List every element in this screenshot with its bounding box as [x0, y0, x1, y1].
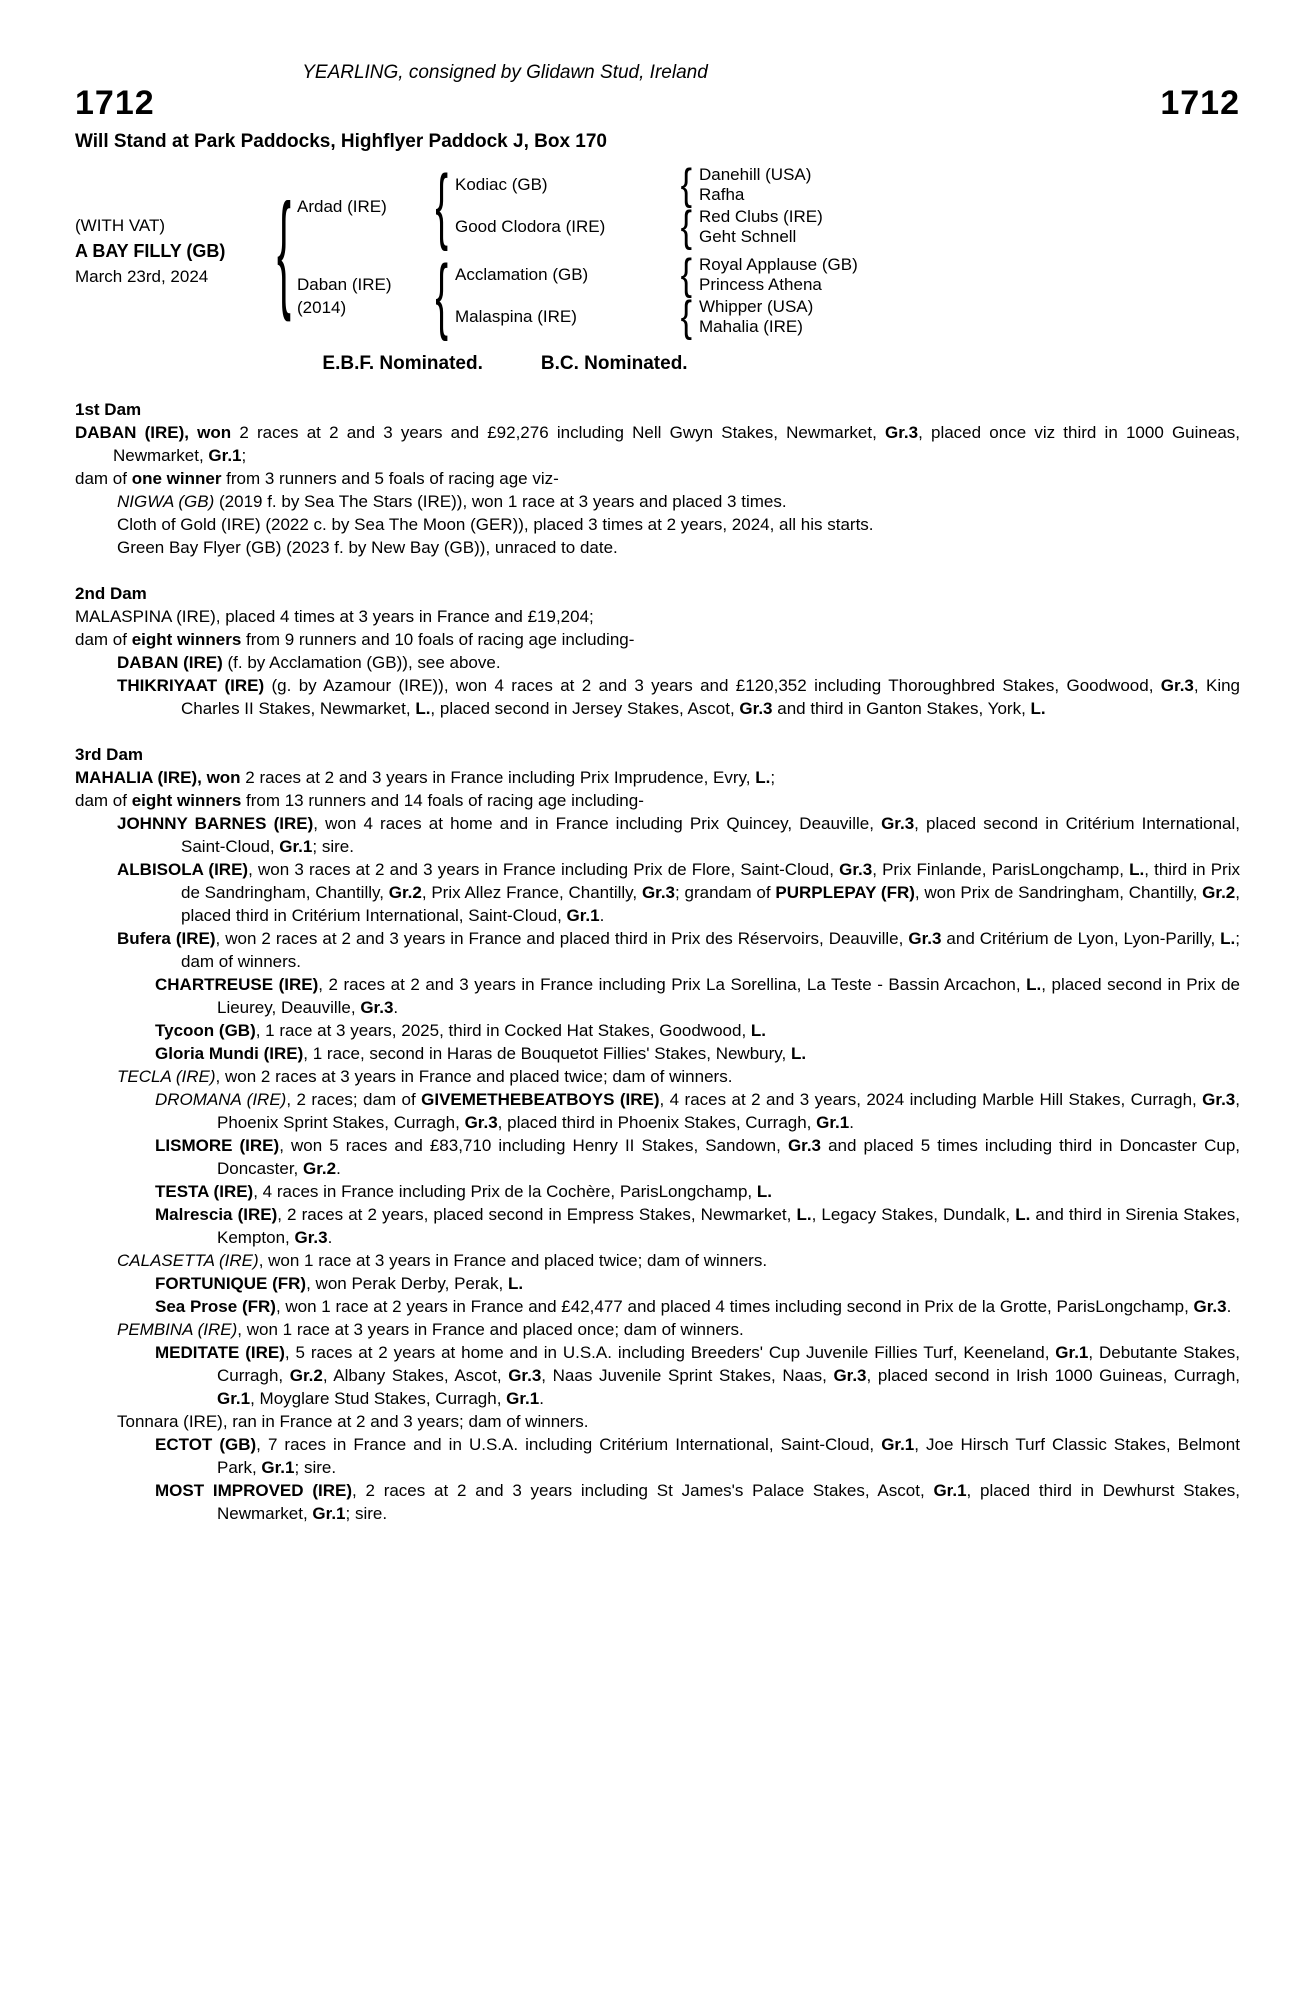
pedigree-paragraph: [75, 1249, 1240, 1272]
pedigree-paragraph: [75, 421, 1240, 467]
text-segment: Malrescia (IRE): [155, 1205, 278, 1224]
pedigree-generation-1: [297, 159, 858, 343]
text-segment: Gr.3: [1193, 1297, 1227, 1316]
text-segment: TESTA (IRE): [155, 1182, 254, 1201]
text-segment: L.: [1220, 929, 1236, 948]
text-segment: Gr.3: [641, 883, 676, 902]
text-segment: DABAN (IRE): [117, 653, 223, 672]
foal-date: March 23rd, 2024: [75, 266, 209, 286]
text-segment: Tycoon (GB): [155, 1021, 256, 1040]
text-segment: , won 2 races at 2 and 3 years in France and placed third in Prix des Réservoirs, Deauville,: [215, 929, 909, 948]
text-segment: , won Prix de Sandringham, Chantilly,: [914, 883, 1203, 902]
dam-branch: [297, 249, 858, 343]
text-segment: L.: [1026, 975, 1042, 994]
ebf-nomination: E.B.F. Nominated.: [322, 353, 483, 374]
text-segment: L.: [755, 768, 771, 787]
pedigree-paragraph: [75, 1295, 1240, 1318]
pedigree-paragraph: [75, 513, 1240, 536]
dam-section: [75, 743, 1240, 1525]
text-segment: Gr.3: [360, 998, 394, 1017]
text-segment: , Debutante Stakes, Curragh,: [217, 1343, 1240, 1385]
text-segment: , 2 races at 2 and 3 years in France including Prix La Sorellina, La Teste - Bassin Arcachon,: [318, 975, 1027, 994]
pedigree-paragraph: [75, 1134, 1240, 1180]
text-segment: Gr.3: [464, 1113, 498, 1132]
text-segment: CALASETTA (IRE): [117, 1251, 259, 1270]
text-segment: dam of: [75, 630, 132, 649]
text-segment: ; sire.: [345, 1504, 388, 1523]
text-segment: MOST IMPROVED (IRE): [155, 1481, 352, 1500]
text-segment: , placed second in Irish 1000 Guineas, Curragh,: [866, 1366, 1240, 1385]
text-segment: dam of: [75, 469, 132, 488]
text-segment: , Naas Juvenile Sprint Stakes, Naas,: [541, 1366, 834, 1385]
text-segment: and placed 5 times including third in Doncaster Cup, Doncaster,: [217, 1136, 1240, 1178]
text-segment: .: [1226, 1297, 1232, 1316]
text-segment: , 7 races in France and in U.S.A. including Critérium International, Saint-Cloud,: [256, 1435, 882, 1454]
lot-number-right: 1712: [1160, 84, 1240, 122]
text-segment: Gloria Mundi (IRE): [155, 1044, 304, 1063]
text-segment: ; sire.: [312, 837, 354, 856]
sire-sire-dam-name: Rafha: [699, 185, 745, 204]
text-segment: L.: [796, 1205, 812, 1224]
text-segment: Cloth of Gold (IRE) (2022 c. by Sea The Moon (GER)), placed 3 times at 2 years, 2024, all his starts.: [117, 515, 874, 534]
sire-dam-name: Good Clodora (IRE): [455, 217, 606, 236]
text-segment: Gr.2: [388, 883, 422, 902]
pedigree-paragraph: [75, 490, 1240, 513]
pedigree-brace-sire-sire: {: [680, 160, 692, 210]
text-segment: , Moyglare Stud Stakes, Curragh,: [250, 1389, 507, 1408]
text-segment: Green Bay Flyer (GB) (2023 f. by New Bay (GB)), unraced to date.: [117, 538, 618, 557]
text-segment: ; dam of winners.: [181, 929, 1240, 971]
pedigree-paragraph: [75, 1203, 1240, 1249]
text-segment: , won 5 races and £83,710 including Henry II Stakes, Sandown,: [279, 1136, 788, 1155]
text-segment: L.: [790, 1044, 807, 1063]
sire-sire-name: Kodiac (GB): [455, 175, 548, 194]
text-segment: , Albany Stakes, Ascot,: [322, 1366, 509, 1385]
stand-location-line: Will Stand at Park Paddocks, Highflyer Paddock J, Box 170: [75, 131, 607, 152]
text-segment: , 1 race at 3 years, 2025, third in Cocked Hat Stakes, Goodwood,: [255, 1021, 751, 1040]
text-segment: .: [393, 998, 399, 1017]
pedigree-table: [75, 159, 1240, 343]
text-segment: Gr.1: [566, 906, 600, 925]
text-segment: L.: [756, 1182, 772, 1201]
pedigree-paragraph: [75, 1180, 1240, 1203]
pedigree-paragraph: [75, 858, 1240, 927]
text-segment: Gr.3: [1160, 676, 1194, 695]
text-segment: from 9 runners and 10 foals of racing age including-: [241, 630, 635, 649]
dam-dam-name: Malaspina (IRE): [455, 307, 577, 326]
text-segment: , 2 races; dam of: [286, 1090, 422, 1109]
sire-dam-branch: [455, 202, 823, 252]
text-segment: Gr.3: [787, 1136, 822, 1155]
pedigree-brace-gen1: {: [276, 176, 292, 323]
text-segment: Gr.2: [1202, 883, 1236, 902]
pedigree-paragraph: [75, 674, 1240, 720]
text-segment: , Legacy Stakes, Dundalk,: [811, 1205, 1016, 1224]
dam-name: Daban (IRE): [297, 275, 392, 294]
text-segment: , won 4 races at home and in France including Prix Quincey, Deauville,: [313, 814, 882, 833]
horse-name: A BAY FILLY (GB): [75, 240, 226, 261]
text-segment: , placed second in Critérium International, Saint-Cloud,: [181, 814, 1240, 856]
text-segment: GIVEMETHEBEATBOYS (IRE): [421, 1090, 660, 1109]
text-segment: , placed second in Jersey Stakes, Ascot,: [430, 699, 740, 718]
text-segment: Gr.1: [279, 837, 313, 856]
text-segment: , 4 races in France including Prix de la Cochère, ParisLongchamp,: [253, 1182, 757, 1201]
text-segment: and third in Sirenia Stakes, Kempton,: [217, 1205, 1240, 1247]
text-segment: (g. by Azamour (IRE)), won 4 races at 2 and 3 years and £120,352 including Thoroughbred Stakes, Goodwood,: [264, 676, 1161, 695]
text-segment: , placed third in Dewhurst Stakes, Newmarket,: [217, 1481, 1240, 1523]
sire-name: Ardad (IRE): [297, 196, 387, 216]
dam-section: [75, 582, 1240, 720]
text-segment: Gr.1: [933, 1481, 967, 1500]
pedigree-paragraph: [75, 812, 1240, 858]
nomination-line: [75, 353, 935, 375]
dam-dam-dam-name: Mahalia (IRE): [699, 317, 803, 336]
text-segment: Gr.1: [816, 1113, 850, 1132]
text-segment: , 4 races at 2 and 3 years, 2024 including Marble Hill Stakes, Curragh,: [659, 1090, 1203, 1109]
text-segment: Gr.1: [312, 1504, 346, 1523]
text-segment: L.: [507, 1274, 524, 1293]
text-segment: ; grandam of: [675, 883, 776, 902]
text-segment: , placed third in Phoenix Stakes, Curragh,: [497, 1113, 817, 1132]
text-segment: and Critérium de Lyon, Lyon-Parilly,: [941, 929, 1221, 948]
dam-sire-sire-name: Royal Applause (GB): [699, 255, 858, 274]
text-segment: FORTUNIQUE (FR): [155, 1274, 307, 1293]
dam-sire-name: Acclamation (GB): [455, 265, 589, 284]
text-segment: Gr.3: [508, 1366, 542, 1385]
text-segment: 2 races at 2 and 3 years in France including Prix Imprudence, Evry,: [240, 768, 756, 787]
text-segment: PEMBINA (IRE): [117, 1320, 238, 1339]
lot-number-row: [75, 84, 1240, 123]
text-segment: 2 races at 2 and 3 years and £92,276 including Nell Gwyn Stakes, Newmarket,: [231, 423, 885, 442]
text-segment: Gr.3: [885, 423, 919, 442]
text-segment: Gr.3: [294, 1228, 328, 1247]
text-segment: Gr.3: [881, 814, 915, 833]
pedigree-paragraph: [75, 1433, 1240, 1479]
bc-nomination: B.C. Nominated.: [540, 353, 688, 374]
dam-sire-dam-name: Princess Athena: [699, 275, 822, 294]
sire-sire-branch: [455, 160, 823, 210]
dam-section-heading: 3rd Dam: [75, 745, 144, 764]
text-segment: L.: [1030, 699, 1046, 718]
sire-dam-dam-name: Geht Schnell: [699, 227, 797, 246]
text-segment: Gr.3: [739, 699, 773, 718]
pedigree-paragraph: [75, 766, 1240, 789]
text-segment: ECTOT (GB): [155, 1435, 257, 1454]
text-segment: Gr.1: [881, 1435, 915, 1454]
text-segment: NIGWA (GB): [117, 492, 215, 511]
text-segment: , won Perak Derby, Perak,: [306, 1274, 508, 1293]
text-segment: Tonnara (IRE), ran in France at 2 and 3 years; dam of winners.: [117, 1412, 589, 1431]
text-segment: , won 1 race at 2 years in France and £42,477 and placed 4 times including second in Prix de la Grotte, ParisLongchamp,: [275, 1297, 1194, 1316]
vat-note: (WITH VAT): [75, 215, 166, 235]
dam-year: (2014): [297, 298, 347, 317]
text-segment: , won 2 races at 3 years in France and placed twice; dam of winners.: [215, 1067, 733, 1086]
text-segment: L.: [1015, 1205, 1031, 1224]
text-segment: , King Charles II Stakes, Newmarket,: [181, 676, 1241, 718]
pedigree-paragraph: [75, 605, 1240, 628]
text-segment: , Joe Hirsch Turf Classic Stakes, Belmont Park,: [217, 1435, 1240, 1477]
text-segment: , third in Prix de Sandringham, Chantilly,: [181, 860, 1240, 902]
pedigree-brace-sire: {: [435, 159, 449, 253]
text-segment: ALBISOLA (IRE): [117, 860, 249, 879]
pedigree-paragraph: [75, 1019, 1240, 1042]
pedigree-paragraph: [75, 1272, 1240, 1295]
text-segment: Gr.2: [303, 1159, 337, 1178]
pedigree-paragraph: [75, 789, 1240, 812]
text-segment: Gr.3: [839, 860, 873, 879]
pedigree-paragraph: [75, 1479, 1240, 1525]
text-segment: PURPLEPAY (FR): [775, 883, 915, 902]
pedigree-paragraph: [75, 1410, 1240, 1433]
pedigree-paragraph: [75, 1341, 1240, 1410]
pedigree-subject-block: [75, 216, 271, 287]
text-segment: JOHNNY BARNES (IRE): [117, 814, 314, 833]
text-segment: Gr.1: [261, 1458, 295, 1477]
pedigree-paragraph: [75, 467, 1240, 490]
text-segment: Gr.3: [908, 929, 942, 948]
text-segment: , 5 races at 2 years at home and in U.S.A. including Breeders' Cup Juvenile Fillies Turf, Keeneland,: [284, 1343, 1056, 1362]
text-segment: and third in Ganton Stakes, York,: [772, 699, 1031, 718]
dam-sections-container: [75, 398, 1240, 1525]
sire-branch: [297, 159, 858, 253]
dam-section-heading: 2nd Dam: [75, 584, 147, 603]
text-segment: .: [539, 1389, 544, 1408]
text-segment: (2019 f. by Sea The Stars (IRE)), won 1 race at 3 years and placed 3 times.: [214, 492, 787, 511]
text-segment: Gr.1: [1055, 1343, 1089, 1362]
text-segment: .: [336, 1159, 341, 1178]
text-segment: (f. by Acclamation (GB)), see above.: [222, 653, 501, 672]
text-segment: ; sire.: [294, 1458, 337, 1477]
pedigree-paragraph: [75, 1318, 1240, 1341]
text-segment: ;: [241, 446, 247, 465]
text-segment: , won 1 race at 3 years in France and placed twice; dam of winners.: [258, 1251, 768, 1270]
text-segment: Sea Prose (FR): [155, 1297, 276, 1316]
pedigree-paragraph: [75, 1065, 1240, 1088]
text-segment: Gr.3: [1202, 1090, 1236, 1109]
text-segment: .: [327, 1228, 333, 1247]
pedigree-paragraph: [75, 1088, 1240, 1134]
text-segment: one winner: [131, 469, 222, 488]
text-segment: .: [599, 906, 605, 925]
text-segment: , 2 races at 2 years, placed second in Empress Stakes, Newmarket,: [277, 1205, 797, 1224]
dam-dam-sire-name: Whipper (USA): [699, 297, 814, 316]
sire-dam-sire-name: Red Clubs (IRE): [699, 207, 823, 226]
text-segment: , placed once viz third in 1000 Guineas, Newmarket,: [113, 423, 1241, 465]
text-segment: Gr.1: [208, 446, 242, 465]
text-segment: from 13 runners and 14 foals of racing age including-: [241, 791, 644, 810]
text-segment: Gr.3: [833, 1366, 867, 1385]
text-segment: MALASPINA (IRE), placed 4 times at 3 years in France and £19,204;: [75, 607, 594, 626]
text-segment: , placed second in Prix de Lieurey, Deauville,: [217, 975, 1240, 1017]
pedigree-brace-dam-sire: {: [680, 250, 692, 300]
text-segment: , won 1 race at 3 years in France and placed once; dam of winners.: [237, 1320, 744, 1339]
pedigree-paragraph: [75, 536, 1240, 559]
text-segment: , Phoenix Sprint Stakes, Curragh,: [217, 1090, 1240, 1132]
pedigree-brace-dam-dam: {: [680, 292, 692, 342]
pedigree-brace-sire-dam: {: [680, 202, 692, 252]
text-segment: , Prix Allez France, Chantilly,: [421, 883, 642, 902]
text-segment: , 1 race, second in Haras de Bouquetot Fillies' Stakes, Newbury,: [303, 1044, 791, 1063]
text-segment: L.: [1129, 860, 1145, 879]
text-segment: Gr.2: [289, 1366, 323, 1385]
lot-number-left: 1712: [75, 84, 155, 122]
text-segment: , placed third in Critérium International, Saint-Cloud,: [181, 883, 1240, 925]
text-segment: TECLA (IRE): [117, 1067, 216, 1086]
text-segment: Gr.1: [217, 1389, 251, 1408]
sire-sire-sire-name: Danehill (USA): [699, 165, 812, 184]
dam-sire-branch: [455, 250, 858, 300]
dam-section-heading: 1st Dam: [75, 400, 142, 419]
text-segment: from 3 runners and 5 foals of racing age viz-: [221, 469, 559, 488]
text-segment: eight winners: [131, 630, 242, 649]
text-segment: .: [849, 1113, 854, 1132]
text-segment: , 2 races at 2 and 3 years including St James's Palace Stakes, Ascot,: [351, 1481, 934, 1500]
dam-dam-branch: [455, 292, 858, 342]
text-segment: LISMORE (IRE): [155, 1136, 280, 1155]
text-segment: DABAN (IRE), won: [75, 423, 232, 442]
dam-section: [75, 398, 1240, 559]
text-segment: Bufera (IRE): [117, 929, 216, 948]
pedigree-paragraph: [75, 927, 1240, 973]
text-segment: Gr.1: [506, 1389, 540, 1408]
text-segment: L.: [415, 699, 431, 718]
text-segment: , Prix Finlande, ParisLongchamp,: [872, 860, 1130, 879]
text-segment: , won 3 races at 2 and 3 years in France including Prix de Flore, Saint-Cloud,: [248, 860, 840, 879]
text-segment: MAHALIA (IRE), won: [75, 768, 241, 787]
pedigree-brace-dam: {: [435, 249, 449, 343]
text-segment: eight winners: [131, 791, 242, 810]
pedigree-paragraph: [75, 973, 1240, 1019]
pedigree-paragraph: [75, 651, 1240, 674]
text-segment: DROMANA (IRE): [155, 1090, 287, 1109]
text-segment: CHARTREUSE (IRE): [155, 975, 319, 994]
text-segment: ;: [770, 768, 776, 787]
text-segment: THIKRIYAAT (IRE): [117, 676, 265, 695]
text-segment: L.: [750, 1021, 767, 1040]
pedigree-paragraph: [75, 1042, 1240, 1065]
consignor-line: YEARLING, consigned by Glidawn Stud, Ireland: [302, 62, 708, 83]
text-segment: MEDITATE (IRE): [155, 1343, 285, 1362]
text-segment: dam of: [75, 791, 132, 810]
pedigree-paragraph: [75, 628, 1240, 651]
